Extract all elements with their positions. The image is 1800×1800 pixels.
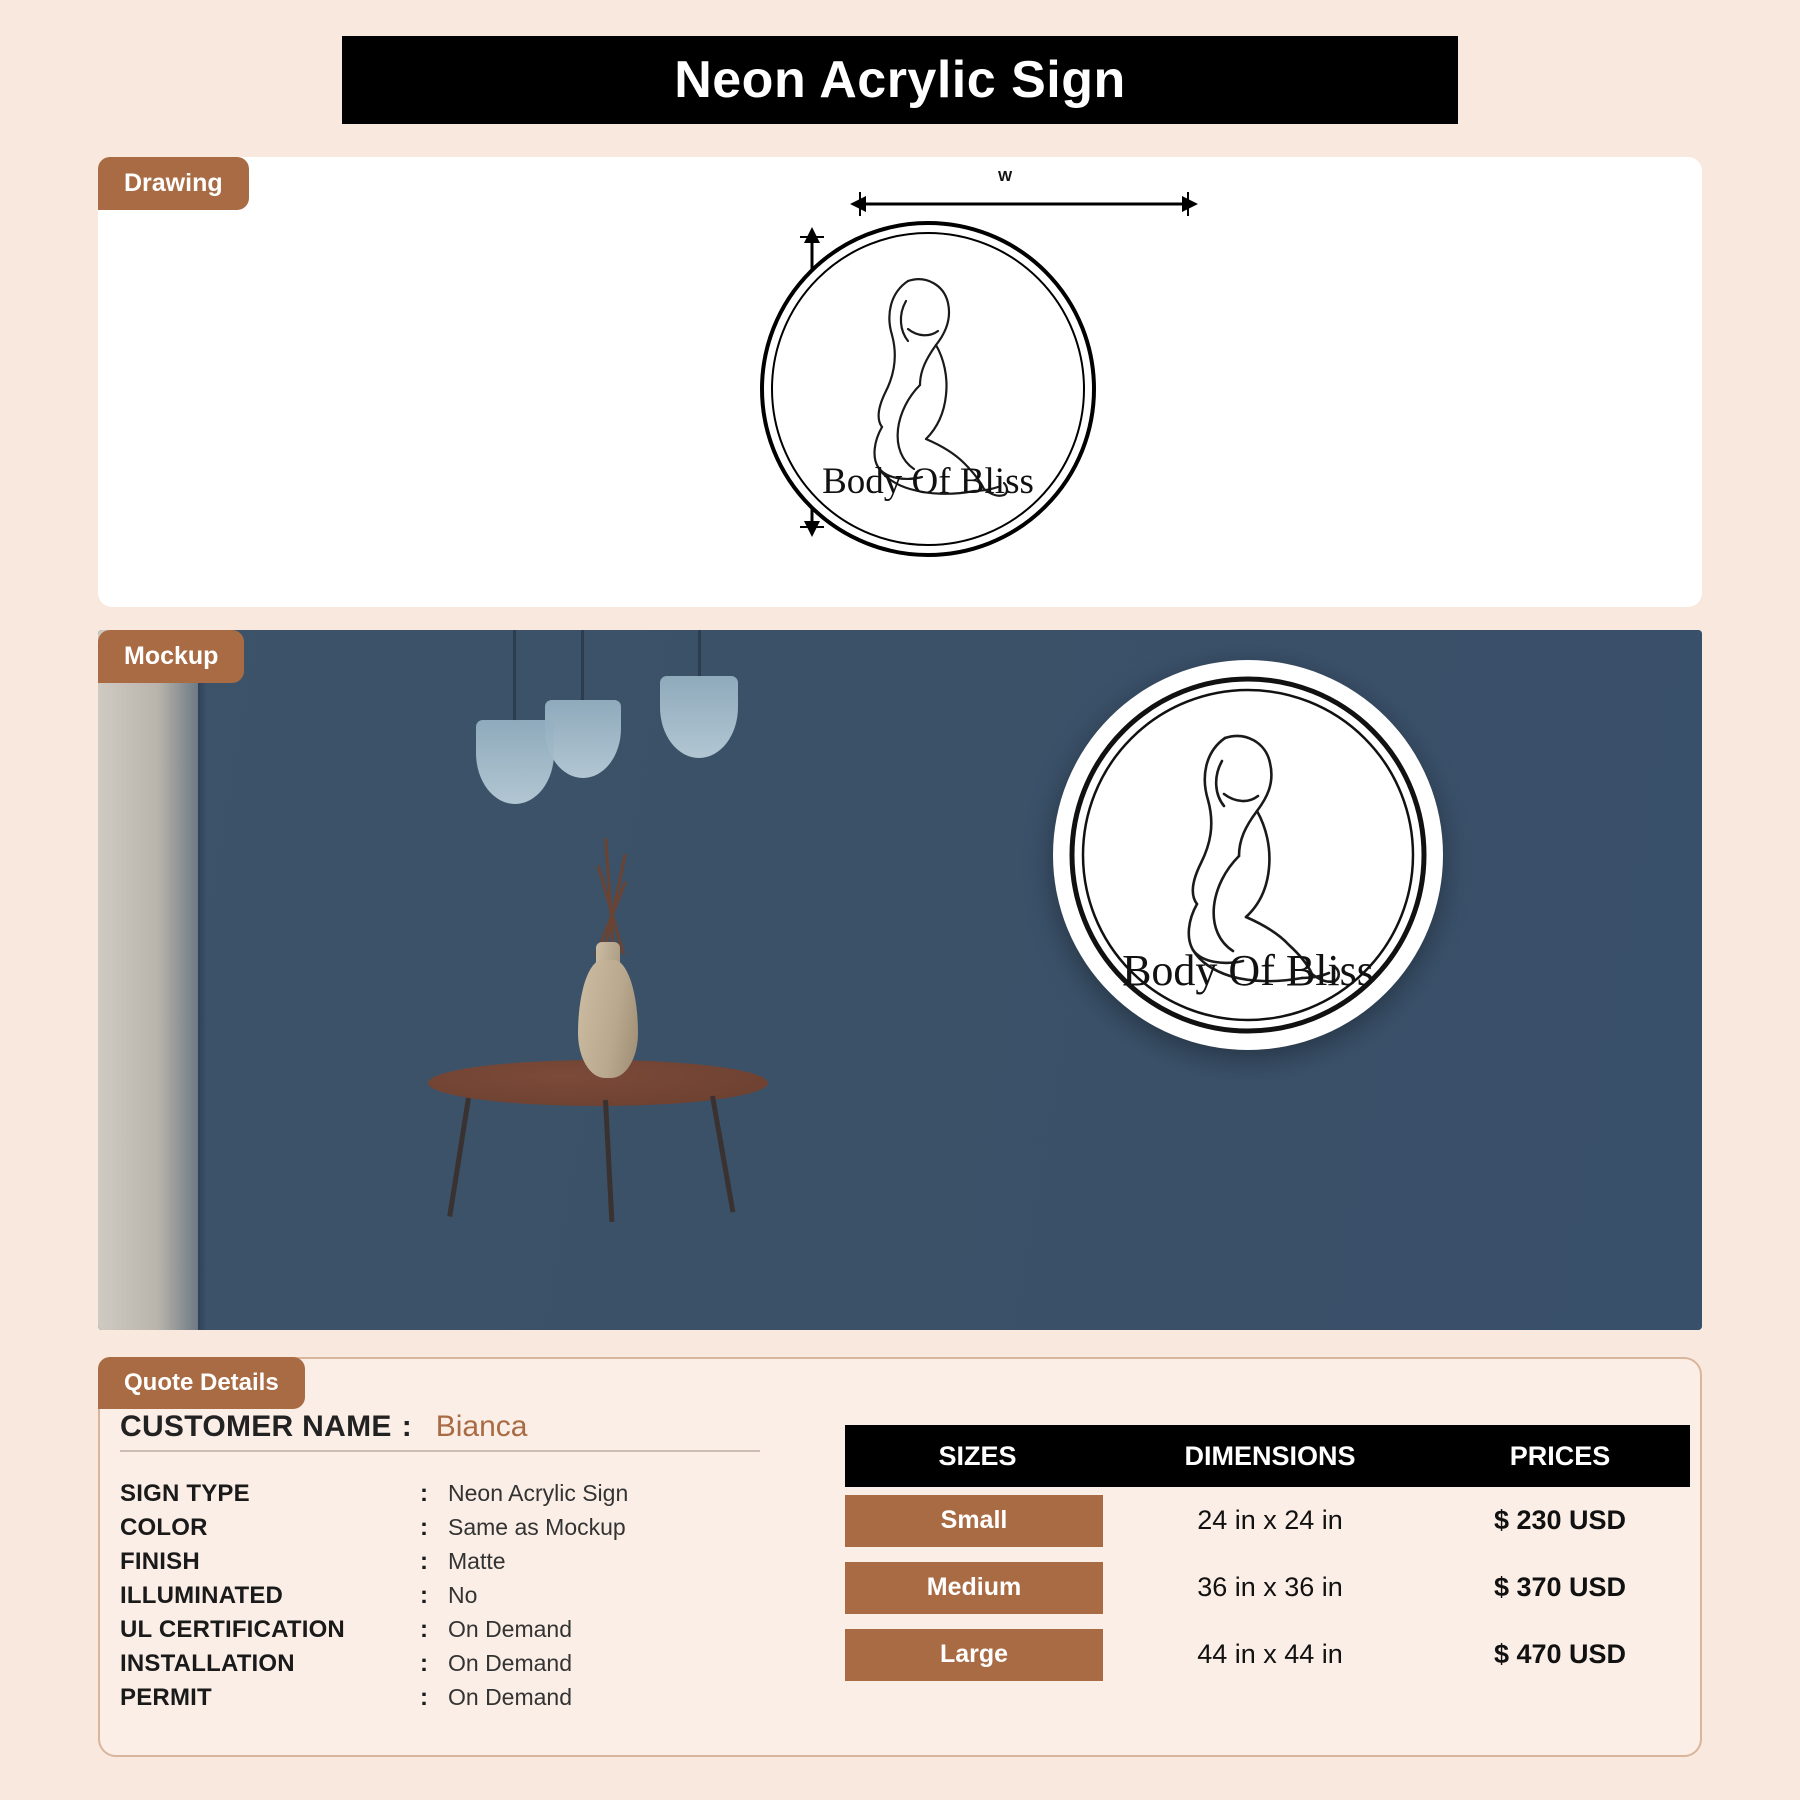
width-dimension-arrow xyxy=(850,190,1198,218)
spec-colon: : xyxy=(420,1650,428,1677)
spec-value: On Demand xyxy=(448,1684,573,1710)
spec-row xyxy=(120,1548,780,1582)
pricing-table xyxy=(845,1425,1690,1688)
header-prices: PRICES xyxy=(1509,1440,1611,1471)
size-badge: Medium xyxy=(845,1562,1103,1614)
size-badge: Large xyxy=(845,1629,1103,1681)
dimensions-cell: 36 in x 36 in xyxy=(1197,1572,1343,1602)
drawing-stage xyxy=(98,157,1702,607)
spec-key: COLOR xyxy=(120,1514,208,1541)
customer-name-label: CUSTOMER NAME xyxy=(120,1410,392,1443)
pricing-table-header xyxy=(845,1425,1690,1487)
width-label: W xyxy=(998,168,1013,185)
spec-value: Neon Acrylic Sign xyxy=(448,1480,629,1506)
mockup-panel xyxy=(98,630,1702,1330)
customer-name-row xyxy=(120,1410,760,1452)
page-title-bar xyxy=(342,36,1458,124)
spec-colon: : xyxy=(420,1514,428,1541)
drawing-panel xyxy=(98,157,1702,607)
spec-colon: : xyxy=(420,1684,428,1711)
lamp-cord xyxy=(513,630,516,722)
spec-key: SIGN TYPE xyxy=(120,1480,250,1507)
mockup-logo-text: Body Of Bliss xyxy=(1122,946,1374,995)
lamp-cord xyxy=(698,630,701,678)
dimensions-cell: 24 in x 24 in xyxy=(1197,1505,1343,1535)
mockup-wall xyxy=(98,630,1702,1330)
spec-row xyxy=(120,1616,780,1650)
customer-name-value: Bianca xyxy=(435,1410,528,1443)
spec-value: Matte xyxy=(448,1548,506,1574)
spec-colon: : xyxy=(420,1582,428,1609)
spec-key: PERMIT xyxy=(120,1684,212,1711)
price-cell: $ 470 USD xyxy=(1493,1639,1627,1669)
table-row xyxy=(845,1487,1690,1554)
header-sizes: SIZES xyxy=(938,1440,1017,1471)
spec-key: UL CERTIFICATION xyxy=(120,1616,345,1643)
table-row xyxy=(845,1554,1690,1621)
lamp-cord xyxy=(581,630,584,702)
dimensions-cell: 44 in x 44 in xyxy=(1197,1639,1343,1669)
spec-key: ILLUMINATED xyxy=(120,1582,284,1609)
spec-value: Same as Mockup xyxy=(448,1514,626,1540)
spec-value: No xyxy=(448,1582,478,1608)
mockup-tab-label: Mockup xyxy=(98,630,244,683)
page-title: Neon Acrylic Sign xyxy=(674,51,1126,109)
spec-row xyxy=(120,1480,780,1514)
mockup-sign-artwork xyxy=(1053,660,1443,1050)
mockup-wall-edge xyxy=(198,630,206,1330)
mockup-wall-side xyxy=(98,630,198,1330)
vase xyxy=(578,960,638,1078)
price-cell: $ 230 USD xyxy=(1493,1505,1627,1535)
spec-row xyxy=(120,1684,780,1718)
customer-name-colon: : xyxy=(401,1410,412,1443)
spec-row xyxy=(120,1650,780,1684)
size-badge: Small xyxy=(845,1495,1103,1547)
drawing-tab-label: Drawing xyxy=(98,157,249,210)
spec-value: On Demand xyxy=(448,1650,573,1676)
spec-row xyxy=(120,1582,780,1616)
spec-colon: : xyxy=(420,1548,428,1575)
header-dimensions: DIMENSIONS xyxy=(1184,1440,1356,1471)
drawing-logo-text: Body Of Bliss xyxy=(822,461,1034,502)
spec-row xyxy=(120,1514,780,1548)
spec-colon: : xyxy=(420,1616,428,1643)
table-row xyxy=(845,1621,1690,1688)
spec-colon: : xyxy=(420,1480,428,1507)
price-cell: $ 370 USD xyxy=(1493,1572,1627,1602)
spec-value: On Demand xyxy=(448,1616,573,1642)
spec-key: FINISH xyxy=(120,1548,200,1575)
quote-details-tab-label: Quote Details xyxy=(98,1357,305,1409)
spec-list xyxy=(120,1480,780,1718)
drawing-logo-artwork xyxy=(758,219,1098,559)
spec-key: INSTALLATION xyxy=(120,1650,295,1677)
